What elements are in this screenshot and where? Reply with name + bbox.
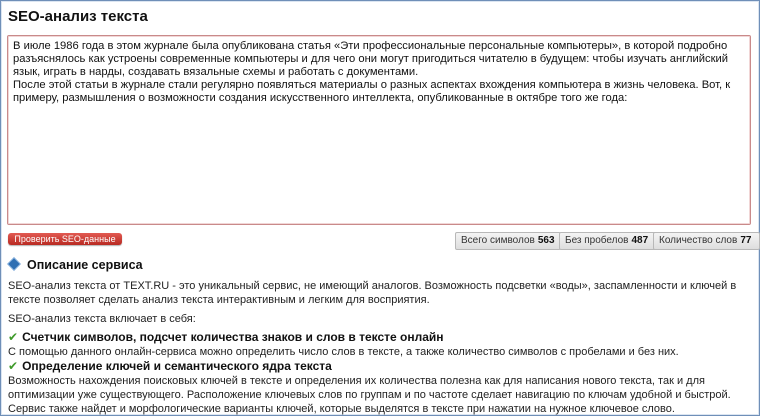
diamond-icon <box>8 258 19 269</box>
section-title-text: Описание сервиса <box>27 258 143 272</box>
intro-text: SEO-анализ текста от TEXT.RU - это уникальный сервис, не имеющий аналогов. Возможность подсветки «воды», заспамленности и ключей в тексте позволяет сделать анализ текста интерактивным и легким для восприятия. <box>8 280 737 306</box>
feature-text: С помощью данного онлайн-сервиса можно определить число слов в тексте, а также количество символов с пробелами и без них. <box>8 346 679 358</box>
feature-title-text: Определение ключей и семантического ядра текста <box>22 359 332 373</box>
page-title: SEO-анализ текста <box>8 8 148 25</box>
feature-text: Возможность нахождения поисковых ключей в тексте и определения их количества полезна как для написания нового текста, так и для оптимизации уже существующего. Расположение ключевых слов по группам и по частоте сделает навигацию по ключам удобной и быстрой. Сервис также найдет и морфологические варианты ключей, которые выделятся в тексте при нажатии на нужное ключевое слово. <box>8 375 731 415</box>
feature-title <box>8 359 332 373</box>
section-title <box>8 258 143 272</box>
no-spaces-counter <box>559 232 660 250</box>
counter-value: 77 <box>740 235 752 246</box>
checkmark-icon: ✔ <box>8 359 19 373</box>
feature-title-text: Счетчик символов, подсчет количества знаков и слов в тексте онлайн <box>22 330 444 344</box>
total-chars-counter <box>455 232 561 250</box>
word-count-counter <box>653 232 760 250</box>
counter-value: 487 <box>631 235 649 246</box>
feature-title <box>8 330 444 344</box>
text-input[interactable] <box>7 35 751 225</box>
counter-label: Без пробелов <box>565 235 629 246</box>
counter-label: Всего символов <box>461 235 535 246</box>
includes-text: SEO-анализ текста включает в себя: <box>8 313 196 325</box>
counter-value: 563 <box>537 235 555 246</box>
check-seo-button[interactable]: Проверить SEO-данные <box>8 233 122 245</box>
counter-label: Количество слов <box>659 235 738 246</box>
checkmark-icon: ✔ <box>8 330 19 344</box>
